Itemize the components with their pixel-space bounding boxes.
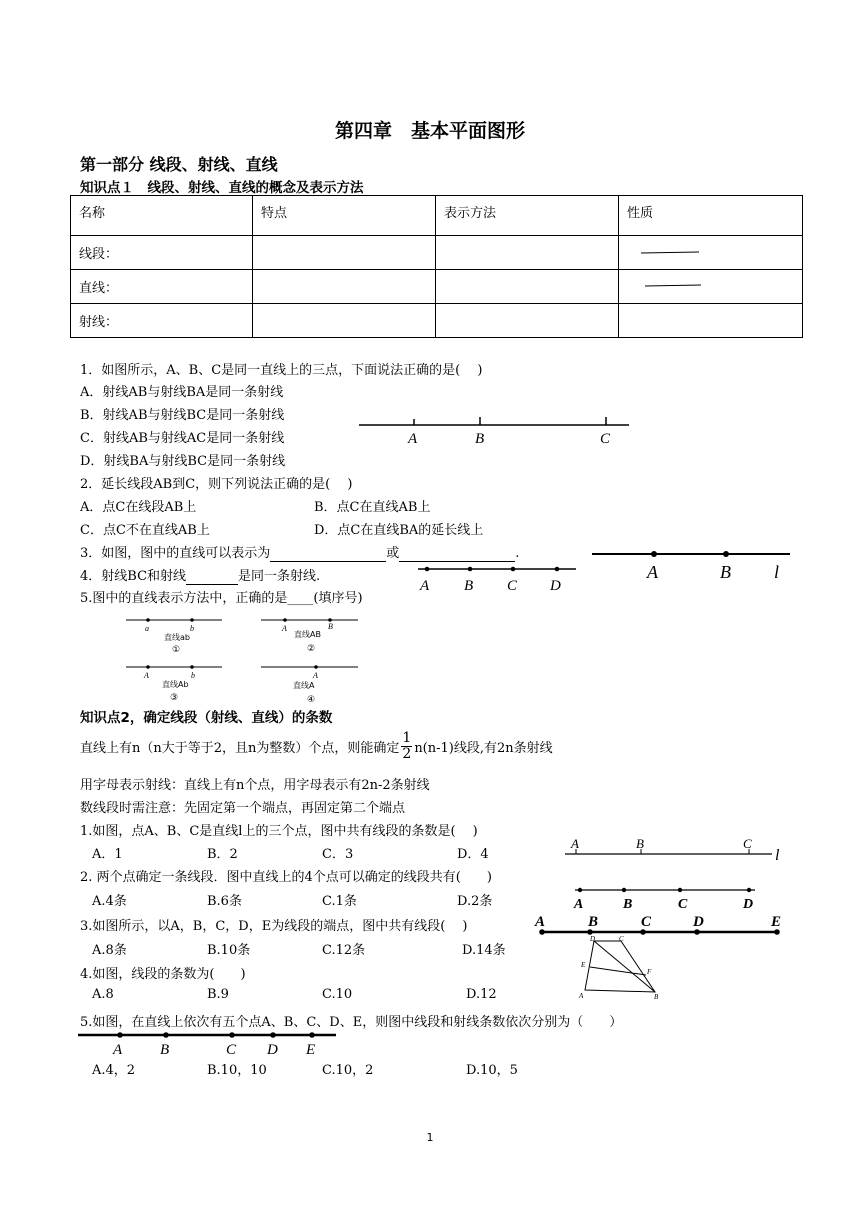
p4-option: C.10 <box>322 987 353 1002</box>
figure-number: ① <box>172 645 181 655</box>
q3-stem-mid: 或 <box>386 546 400 561</box>
p4-stem: 4.如图，线段的条数为( ) <box>80 967 246 982</box>
q5-figure-3 <box>126 665 222 703</box>
q2-option: A．点C在线段AB上 <box>80 500 197 515</box>
table-cell <box>253 236 436 270</box>
p2-option: B.6条 <box>207 894 242 909</box>
p1-option: C．3 <box>322 847 354 862</box>
figure-caption: 直线A <box>293 681 315 690</box>
q4-stem <box>80 565 320 585</box>
q1-figure <box>355 412 635 448</box>
page-title: 第四章 基本平面图形 <box>334 120 525 142</box>
trapezoid <box>585 941 655 992</box>
p5-option: D.10，5 <box>466 1063 518 1078</box>
fraction-denominator: 2 <box>402 746 412 762</box>
point-label: C <box>226 1042 237 1058</box>
p5-option: C.10，2 <box>322 1063 374 1078</box>
figure-number: ③ <box>170 693 179 703</box>
part-heading: 第一部分 线段、射线、直线 <box>80 155 278 174</box>
p2-option: C.1条 <box>322 894 357 909</box>
figure-number: ④ <box>307 695 316 705</box>
point-label: B <box>636 836 644 851</box>
point-label: A <box>282 624 287 633</box>
figure-number: ② <box>307 644 316 654</box>
point-c <box>511 567 516 572</box>
table-cell <box>253 304 436 338</box>
rule-counting-tip: 数线段时需注意：先固定第一个端点，再固定第二个端点 <box>80 801 406 816</box>
rule-post: n(n-1)线段,有2n条射线 <box>414 741 553 756</box>
q3-figure <box>590 543 795 583</box>
line-sketch <box>627 278 707 292</box>
point-label: A <box>113 1042 123 1058</box>
figure-caption: 直线Ab <box>162 680 189 689</box>
q5-stem: 5.图中的直线表示方法中，正确的是____(填序号) <box>80 591 363 606</box>
p3-option: B.10条 <box>207 943 251 958</box>
point-label: D <box>267 1042 278 1058</box>
point-label: B <box>654 993 659 1001</box>
q5-figure-2 <box>261 618 358 654</box>
table-cell <box>436 236 619 270</box>
point-label: D <box>590 935 596 943</box>
line-label: l <box>774 562 780 582</box>
segment-ef <box>590 967 646 975</box>
q4-stem-pre: 4．射线BC和射线 <box>80 569 187 584</box>
page-number: 1 <box>426 1131 434 1144</box>
q3-stem-pre: 3．如图，图中的直线可以表示为 <box>80 546 271 561</box>
p4-option: D.12 <box>466 987 497 1002</box>
point-label: E <box>306 1042 316 1058</box>
q2-option: D．点C在直线BA的延长线上 <box>314 523 484 538</box>
q4-stem-post: 是同一条射线. <box>238 569 321 584</box>
point-label: E <box>581 961 586 969</box>
knowledge-point-2-heading: 知识点2，确定线段（射线、直线）的条数 <box>80 710 333 726</box>
table-row <box>71 270 803 304</box>
point-label: A <box>579 992 584 1000</box>
point-label: B <box>328 622 333 631</box>
point-label: C <box>600 431 611 447</box>
table-cell <box>436 270 619 304</box>
table-row-label: 射线： <box>71 304 253 338</box>
point-label: D <box>743 897 754 912</box>
q3-answer-blank-2[interactable] <box>399 546 515 562</box>
point-label: C <box>507 578 518 594</box>
point-label: A <box>535 914 546 930</box>
p2-stem: 2. 两个点确定一条线段．图中直线上的4个点可以确定的线段共有( ) <box>80 870 492 885</box>
point-label: A <box>571 836 579 851</box>
p1-option: D．4 <box>457 847 489 862</box>
point-label: D <box>693 914 704 930</box>
p3-option: C.12条 <box>322 943 366 958</box>
point-d <box>555 567 560 572</box>
segment-sketch <box>627 244 707 258</box>
segment-db <box>594 941 655 992</box>
table-cell <box>253 270 436 304</box>
q3-stem-post: . <box>515 546 520 561</box>
p5-option: A.4，2 <box>92 1063 136 1078</box>
fraction-numerator: 1 <box>402 730 412 746</box>
table-header-row <box>71 196 803 236</box>
table-header-cell: 表示方法 <box>436 196 619 236</box>
point-label: B <box>720 562 731 582</box>
point-label: C <box>641 914 652 930</box>
p1-option: B．2 <box>207 847 238 862</box>
q3-answer-blank-1[interactable] <box>270 546 386 562</box>
figure-caption: 直线AB <box>294 630 321 639</box>
point-label: B <box>475 431 485 447</box>
q5-figure-4 <box>261 665 358 705</box>
q1-option: C．射线AB与射线AC是同一条射线 <box>80 431 285 446</box>
point-label: E <box>771 914 782 930</box>
q4-figure <box>410 562 580 594</box>
p3-stem: 3.如图所示，以A，B，C，D，E为线段的端点，图中共有线段( ) <box>80 919 468 934</box>
p1-stem: 1.如图，点A、B、C是直线l上的三个点，图中共有线段的条数是( ) <box>80 824 478 839</box>
table-cell <box>619 236 803 270</box>
rule-pre: 直线上有n（n大于等于2，且n为整数）个点，则能确定 <box>80 741 400 756</box>
p4-figure <box>575 933 670 1003</box>
point-label: C <box>743 836 752 851</box>
point-b <box>468 567 473 572</box>
p1-option: A．1 <box>92 847 123 862</box>
q3-stem <box>80 542 519 562</box>
knowledge-point-1-heading: 知识点１ 线段、射线、直线的概念及表示方法 <box>80 180 364 196</box>
p4-option: A.8 <box>92 987 114 1002</box>
point-label: a <box>145 624 149 633</box>
point-label: A <box>144 671 149 680</box>
point-label: b <box>191 671 195 680</box>
rule-ray-notation: 用字母表示射线：直线上有n个点，用字母表示有2n-2条射线 <box>80 778 430 793</box>
p3-option: D.14条 <box>462 943 506 958</box>
table-row-label: 线段： <box>71 236 253 270</box>
point-label: C <box>619 935 624 943</box>
q2-option: B．点C在直线AB上 <box>314 500 431 515</box>
p3-option: A.8条 <box>92 943 127 958</box>
point-a <box>425 567 430 572</box>
table-cell <box>619 270 803 304</box>
q1-option: A．射线AB与射线BA是同一条射线 <box>80 385 284 400</box>
point-label: A <box>408 431 418 447</box>
fraction-one-half <box>401 731 412 762</box>
table-row <box>71 304 803 338</box>
point-label: D <box>550 578 561 594</box>
point-b <box>723 551 729 557</box>
point-label: b <box>190 624 194 633</box>
point-label: B <box>588 914 599 930</box>
q1-option: B．射线AB与射线BC是同一条射线 <box>80 408 285 423</box>
table-cell <box>619 304 803 338</box>
p5-figure <box>76 1028 341 1058</box>
q5-figure-1 <box>126 618 222 655</box>
line-label: l <box>775 847 780 863</box>
table-header-cell: 性质 <box>619 196 803 236</box>
table-cell <box>436 304 619 338</box>
point-label: B <box>623 897 633 912</box>
q1-stem: 1．如图所示，A、B、C是同一直线上的三点，下面说法正确的是( ) <box>80 363 483 378</box>
point-label: A <box>574 897 584 912</box>
point-label: A <box>313 671 318 680</box>
p5-option: B.10，10 <box>207 1063 267 1078</box>
p5-stem: 5.如图，在直线上依次有五个点A、B、C、D、E，则图中线段和射线条数依次分别为（ ） <box>80 1015 623 1030</box>
q5-figures <box>118 612 368 708</box>
point-label: F <box>647 968 652 976</box>
point-label: B <box>160 1042 170 1058</box>
q1-option: D．射线BA与射线BC是同一条射线 <box>80 454 286 469</box>
p2-figure <box>565 884 765 912</box>
q4-answer-blank[interactable] <box>186 569 238 585</box>
table-header-cell: 特点 <box>253 196 436 236</box>
p2-option: A.4条 <box>92 894 127 909</box>
p4-option: B.9 <box>207 987 229 1002</box>
point-label: A <box>420 578 430 594</box>
point-a <box>651 551 657 557</box>
concept-table <box>70 195 803 338</box>
p1-figure <box>560 833 790 863</box>
table-row <box>71 236 803 270</box>
table-header-cell: 名称 <box>71 196 253 236</box>
table-row-label: 直线： <box>71 270 253 304</box>
q2-option: C．点C不在直线AB上 <box>80 523 210 538</box>
p2-option: D.2条 <box>457 894 493 909</box>
point-label: A <box>647 562 658 582</box>
point-label: B <box>464 578 474 594</box>
point-label: C <box>678 897 688 912</box>
q2-stem: 2．延长线段AB到C，则下列说法正确的是( ) <box>80 477 353 492</box>
rule-segment-count <box>80 731 553 762</box>
figure-caption: 直线ab <box>164 633 190 642</box>
